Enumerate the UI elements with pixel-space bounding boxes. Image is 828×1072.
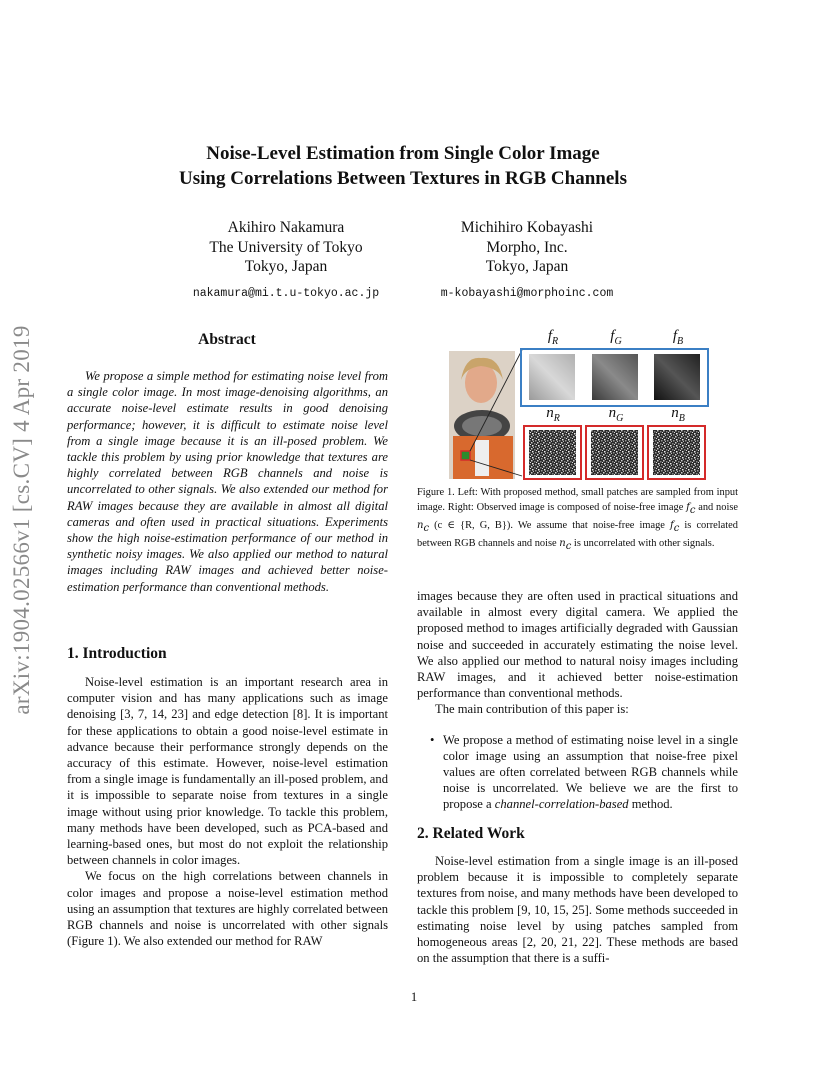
title-line-1: Noise-Level Estimation from Single Color Image <box>206 143 600 164</box>
introduction-heading: 1. Introduction <box>67 645 167 662</box>
label-f-b: $f_B$ <box>672 328 684 347</box>
related-paragraph-1: Noise-level estimation from a single image is an ill-posed problem because it is impossible to completely separate textures from noise, and many methods have been developed to tackle this problem [9, 10, 15, 25]. Some methods succeeded in estimating noise level by using patches sampled from homogeneous areas [2, 20, 21, 22]. These methods are based on the assumption that there is a suffi- <box>417 854 738 966</box>
author-affiliation: The University of Tokyo <box>209 238 363 256</box>
label-f-r: $f_R$ <box>547 328 559 347</box>
contribution-lead: The main contribution of this paper is: <box>435 702 629 717</box>
patch-f-b <box>654 354 700 400</box>
introduction-body <box>67 674 388 949</box>
bullet-dot: • <box>430 732 435 747</box>
abstract-text: We propose a simple method for estimating noise level from a single color image. In most image-denoising algorithms, an accurate noise-level estimate results in good denoising performance; however, it is difficult to estimate noise level from a single image because it is an ill-posed problem. We tackle this problem by using prior knowledge that textures are highly correlated between RGB channels and noise is uncorrelated to other signals. We also extended our method for RAW images because they are available in almost all digital cameras and often used in practical situations. Experiments show the high noise-estimation performance of our method in synthetic noisy images. We also applied our method to natural images including RAW images and achieved better noise-estimation performance than conventional methods. <box>67 369 388 594</box>
arxiv-identifier-text: arXiv:1904.02566v1 [cs.CV] 4 Apr 2019 <box>9 325 34 715</box>
page-number: 1 <box>410 990 418 1004</box>
label-n-g: $n_G$ <box>608 405 624 424</box>
contribution-bullet: • We propose a method of estimating noise level in a single color image using an assumption that noise-free pixel values are often correlated between RGB channels while noise is uncorrelated. We believe we are the first to propose a channel-correlation-based method. <box>430 732 738 812</box>
author-email[interactable]: nakamura@mi.t.u-tokyo.ac.jp <box>192 286 380 300</box>
author-email[interactable]: m-kobayashi@morphoinc.com <box>440 286 614 300</box>
patch-n-b <box>653 430 700 475</box>
author-location: Tokyo, Japan <box>244 258 328 275</box>
intro-continuation: images because they are often used in practical situations and available in almost every digital camera. We applied the proposed method to images artificially degraded with Gaussian noise and succeeded in accurately estimating the noise level. We also applied our method to natural noisy images including RAW images, and it achieved better noise-estimation performance than conventional methods. <box>417 589 738 701</box>
label-n-b: $n_B$ <box>671 405 685 424</box>
figure-1 <box>417 328 742 483</box>
related-work-heading: 2. Related Work <box>417 825 525 842</box>
related-work-body <box>417 853 738 966</box>
patch-n-g <box>591 430 638 475</box>
patch-f-r <box>529 354 575 400</box>
intro-paragraph-1: Noise-level estimation is an important research area in computer vision and has many applications such as image denoising [3, 7, 14, 23] and edge detection [8]. It is important for these applications to obtain a good noise-level estimate in advance because their performance strongly depends on the accuracy of this estimate. However, noise-level estimation from a single image is fundamentally an ill-posed problem, and it is impossible to separate noise from textures in a single image without using prior knowledge. To tackle this problem, many methods have been developed, such as PCA-based and learning-based ones, but most do not exploit the relationship between channels in color images. <box>67 675 388 868</box>
author-location: Tokyo, Japan <box>485 258 569 275</box>
author-block-1 <box>156 218 416 303</box>
author-name: Michihiro Kobayashi <box>460 219 594 236</box>
label-f-g: $f_G$ <box>610 328 622 347</box>
author-name: Akihiro Nakamura <box>227 219 345 236</box>
title-line-2: Using Correlations Between Textures in RGB Channels <box>179 168 627 189</box>
author-block-2 <box>397 218 657 303</box>
label-n-r: $n_R$ <box>546 405 560 424</box>
patch-f-g <box>592 354 638 400</box>
intro-paragraph-2: We focus on the high correlations between channels in color images and propose a noise-level estimation method using an assumption that textures are highly correlated between RGB channels and noise is uncorrelated with other signals (Figure 1). We also extended our method for RAW <box>67 869 388 949</box>
figure-1-caption: Figure 1. Left: With proposed method, small patches are sampled from input image. Right: Observed image is composed of noise-free image $f_c$ and noise $n_c$ (c ∈ {R, G, B}). We assume that noise-free image $f_c$ is correlated between RGB channels and noise $n_c$ is uncorrelated with other signals. <box>417 487 738 552</box>
arxiv-identifier <box>2 270 42 770</box>
author-affiliation: Morpho, Inc. <box>486 238 568 256</box>
abstract-heading: Abstract <box>198 331 256 348</box>
input-portrait-image <box>449 351 515 479</box>
right-column-body <box>417 588 738 813</box>
patch-n-r <box>529 430 576 475</box>
paper-title <box>60 141 746 191</box>
